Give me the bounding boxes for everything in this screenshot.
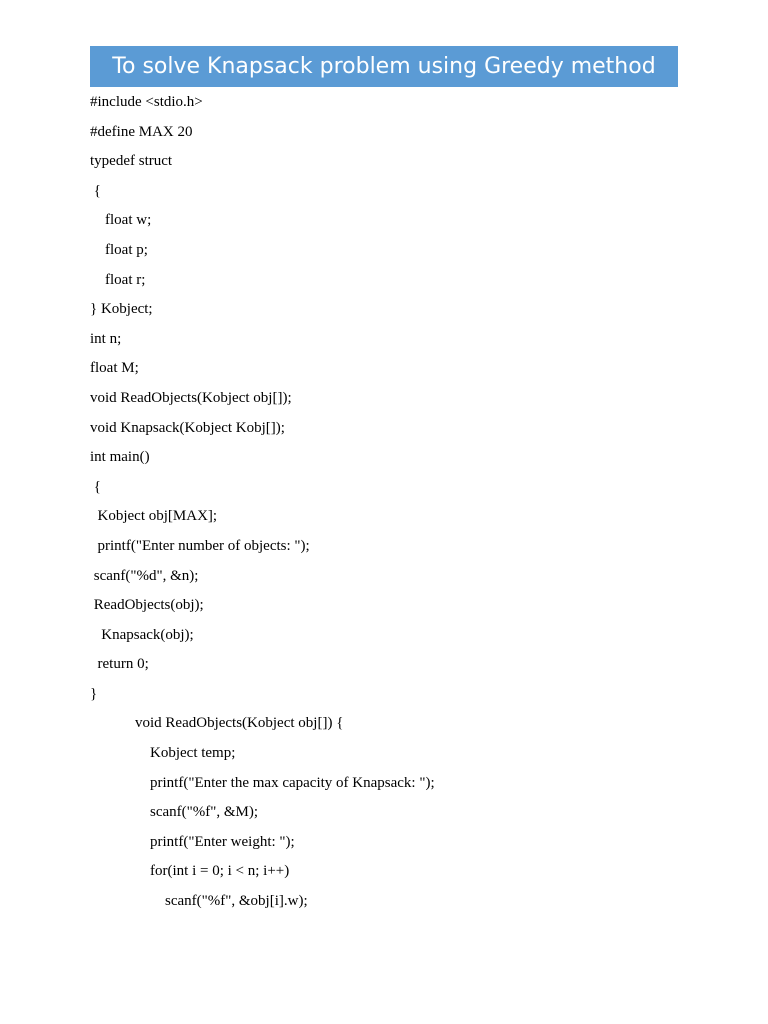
code-line: for(int i = 0; i < n; i++) [90, 863, 290, 880]
code-line: scanf("%f", &obj[i].w); [90, 893, 308, 910]
code-line: { [90, 478, 101, 495]
code-line: #include <stdio.h> [90, 94, 203, 110]
code-line: scanf("%f", &M); [90, 804, 259, 821]
code-line: Knapsack(obj); [90, 626, 194, 643]
code-line: void ReadObjects(Kobject obj[]) { [90, 715, 344, 732]
code-line: float M; [90, 360, 139, 377]
code-line: float w; [90, 212, 152, 229]
code-line: { [90, 182, 101, 199]
code-line: #define MAX 20 [90, 123, 193, 140]
code-line: void ReadObjects(Kobject obj[]); [90, 389, 292, 406]
code-block [90, 88, 678, 917]
code-line: Kobject obj[MAX]; [90, 508, 218, 525]
code-line: int main() [90, 449, 150, 466]
code-line: printf("Enter weight: "); [90, 833, 295, 850]
code-line: scanf("%d", &n); [90, 567, 199, 584]
document-title: To solve Knapsack problem using Greedy method [90, 46, 678, 87]
code-line: void Knapsack(Kobject Kobj[]); [90, 419, 285, 436]
code-line: Kobject temp; [90, 745, 236, 762]
code-line: float p; [90, 241, 148, 258]
code-line: ReadObjects(obj); [90, 597, 204, 614]
code-line: } Kobject; [90, 301, 153, 318]
code-line: printf("Enter the max capacity of Knapsack: "); [90, 774, 435, 791]
code-line: } [90, 685, 98, 702]
code-line: typedef struct [90, 153, 173, 170]
code-line: float r; [90, 271, 146, 288]
code-line: printf("Enter number of objects: "); [90, 537, 310, 554]
code-line: int n; [90, 330, 122, 347]
code-line: return 0; [90, 656, 149, 673]
